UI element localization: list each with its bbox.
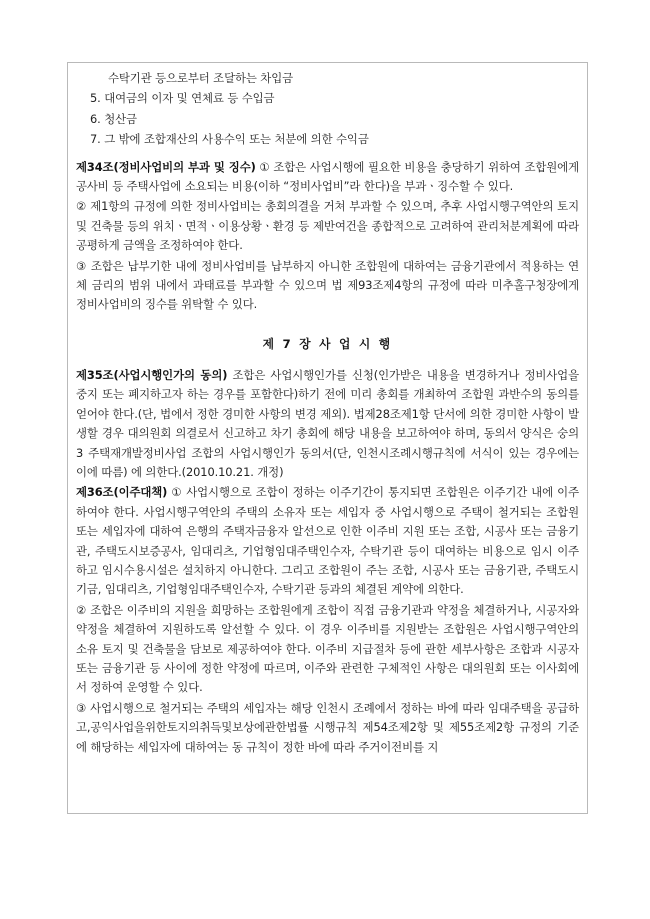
clause-number-7: 7. (90, 132, 101, 147)
clause-number-5: 5. (90, 91, 101, 106)
article-34-paragraph-3: ③ 조합은 납부기한 내에 정비사업비를 납부하지 아니한 조합원에 대하여는 금융기관에서 적용하는 연체 금리의 범위 내에서 과태료를 부과할 수 있으며 법 제93조제4항의 규정에 따라 미추홀구청장에게 정비사업비의 징수를 위탁할 수 있다. (76, 258, 579, 312)
clause-item-5 (76, 89, 579, 108)
article-36-paragraph-3: ③ 사업시행으로 철거되는 주택의 세입자는 해당 인천시 조례에서 정하는 바에 따라 임대주택을 공급하고,공익사업을위한토지의취득및보상에관한법률 시행규칙 제54조제2항 및 제55조제2항 규정의 기준에 해당하는 세입자에 대하여는 동 규칙이 정한 바에 따라 주거이전비를 지 (76, 700, 579, 754)
chapter-7-heading: 제 7 장 사 업 시 행 (262, 336, 393, 351)
clause-text-6: 청산금 (104, 111, 137, 126)
clause-number-6: 6. (90, 111, 101, 126)
clause-item-7 (76, 130, 579, 149)
clause-item-6 (76, 110, 579, 129)
document-body (68, 63, 587, 757)
article-35-label: 제35조(사업시행인가의 동의) (76, 367, 228, 382)
clause-text-5: 대여금의 이자 및 연체료 등 수입금 (104, 91, 275, 106)
article-34-paragraph-1 (76, 158, 579, 197)
spacer-before-chapter-heading (76, 315, 579, 335)
article-34-label: 제34조(정비사업비의 부과 및 징수) (76, 159, 256, 174)
article-36-paragraph-1-text: ① 사업시행으로 조합이 정하는 이주기간이 통지되면 조합원은 이주기간 내에 이주하여야 한다. 사업시행구역안의 주택의 소유자 또는 세입자 중 사업시행으로 주택이 철거되는 조합원 또는 세입자에 대하여 은행의 주택자금융자 알선으로 인한 이주비 지원 또는 조합, 시공사 또는 금융기관, 주택도시보증공사, 임대리츠, 기업형임대주택인수자, 수탁기관 등이 대여하는 비용으로 임시 이주하고 임시수용시설은 설치하지 아니한다. 그리고 조합원이 주는 조합, 시공사 또는 금융기관, 주택도시기금, 임대리츠, 기업형임대주택인수자, 수탁기관 등과의 체결된 계약에 의한다. (76, 485, 579, 597)
article-34-paragraph-1-text: ① 조합은 사업시행에 필요한 비용을 충당하기 위하여 조합원에게 공사비 등 주택사업에 소요되는 비용(이하 “정비사업비”라 한다)을 부과ㆍ징수할 수 있다. (76, 159, 579, 194)
spacer-before-article-34 (76, 150, 579, 158)
article-35-text: 조합은 사업시행인가를 신청(인가받은 내용을 변경하거나 정비사업을 중지 또는 폐지하고자 하는 경우를 포함한다)하기 전에 미리 총회를 개최하여 조합원 과반수의 동의를 얻어야 한다.(단, 법에서 정한 경미한 사항의 변경 제외). 법제28조제1항 단서에 의한 경미한 사항이 발생할 경우 대의원회 의결로서 신고하고 차기 총회에 해당 내용을 보고하여야 하며, 동의서 양식은 숭의3 주택재개발정비사업 조합의 사업시행인가 동의서(단, 인천시조례시행규칙에 서식이 있는 경우에는 이에 따름) 에 의한다.(2010.10.21. 개정) (76, 367, 579, 479)
article-34-paragraph-2: ② 제1항의 규정에 의한 정비사업비는 총회의결을 거쳐 부과할 수 있으며, 추후 사업시행구역안의 토지 및 건축물 등의 위치ㆍ면적ㆍ이용상황ㆍ환경 등 제반여건을 종합적으로 고려하여 관리처분계획에 따라 공평하게 금액을 조정하여야 한다. (76, 199, 579, 253)
article-36-paragraph-1 (76, 483, 579, 599)
article-36-paragraph-2: ② 조합은 이주비의 지원을 희망하는 조합원에게 조합이 직접 금융기관과 약정을 체결하거나, 시공자와 약정을 체결하여 지원하도록 알선할 수 있다. 이 경우 이주비를 지원받는 조합원은 사업시행구역안의 소유 토지 및 건축물을 담보로 제공하여야 한다. 이주비 지급절차 등에 관한 세부사항은 조합과 시공자 또는 금융기관 등 사이에 정한 약정에 따르며, 이주와 관련한 구체적인 사항은 대의원회 또는 이사회에서 정하여 운영할 수 있다. (76, 602, 579, 695)
document-text-frame (67, 62, 588, 814)
clause-text-7: 그 밖에 조합재산의 사용수익 또는 처분에 의한 수익금 (104, 132, 369, 147)
continuation-line: 수탁기관 등으로부터 조달하는 차입금 (108, 71, 294, 85)
article-35-body (76, 366, 579, 482)
spacer-after-chapter-heading (76, 352, 579, 366)
article-36-label: 제36조(이주대책) (76, 485, 168, 500)
